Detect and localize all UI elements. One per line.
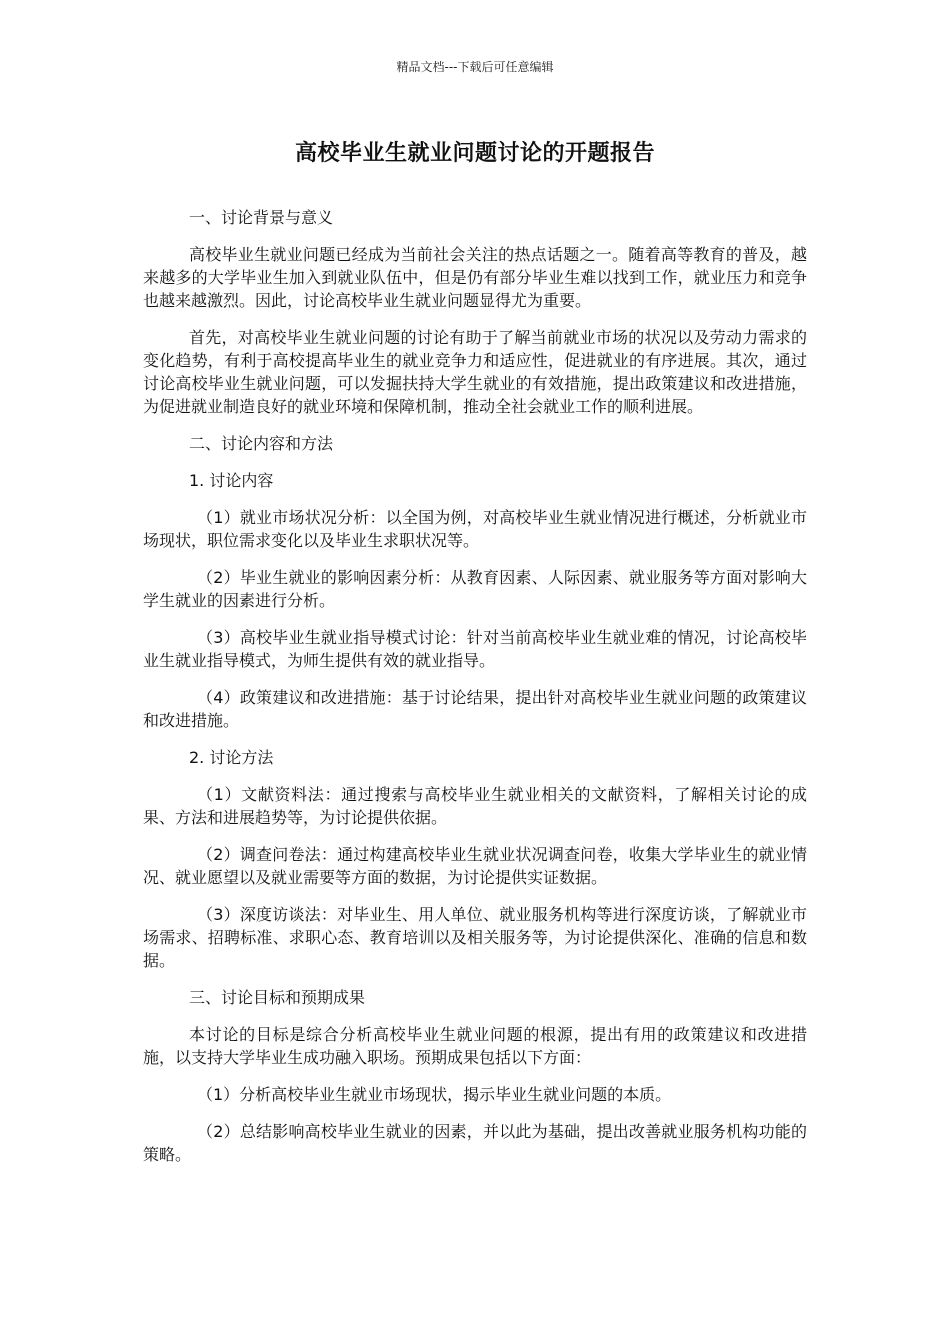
list-item-outcome-1: （1）分析高校毕业生就业市场现状，揭示毕业生就业问题的本质。 bbox=[197, 1085, 672, 1104]
paragraph-goals: 本讨论的目标是综合分析高校毕业生就业问题的根源，提出有用的政策建议和改进措施，以支持大学毕业生成功融入职场。预期成果包括以下方面： bbox=[143, 1025, 807, 1067]
list-item-content-4: （4）政策建议和改进措施：基于讨论结果，提出针对高校毕业生就业问题的政策建议和改进措施。 bbox=[143, 688, 807, 730]
paragraph-background-2: 首先，对高校毕业生就业问题的讨论有助于了解当前就业市场的状况以及劳动力需求的变化趋势，有利于高校提高毕业生的就业竞争力和适应性，促进就业的有序进展。其次，通过讨论高校毕业生就业问题，可以发掘扶持大学生就业的有效措施，提出政策建议和改进措施，为促进就业制造良好的就业环境和保障机制，推动全社会就业工作的顺利进展。 bbox=[143, 328, 807, 416]
paragraph-background-1: 高校毕业生就业问题已经成为当前社会关注的热点话题之一。随着高等教育的普及，越来越多的大学毕业生加入到就业队伍中，但是仍有部分毕业生难以找到工作，就业压力和竞争也越来越激烈。因此，讨论高校毕业生就业问题显得尤为重要。 bbox=[143, 245, 807, 310]
section-heading-content-methods: 二、讨论内容和方法 bbox=[189, 434, 334, 453]
subheading-content: 1. 讨论内容 bbox=[189, 471, 274, 490]
header-note: 精品文档---下载后可任意编辑 bbox=[396, 60, 554, 74]
list-item-outcome-2: （2）总结影响高校毕业生就业的因素，并以此为基础，提出改善就业服务机构功能的策略。 bbox=[143, 1122, 807, 1164]
section-heading-background: 一、讨论背景与意义 bbox=[189, 208, 334, 227]
document-body bbox=[143, 206, 807, 1180]
section-heading-goals: 三、讨论目标和预期成果 bbox=[189, 988, 366, 1007]
document-title: 高校毕业生就业问题讨论的开题报告 bbox=[294, 141, 655, 166]
subheading-methods: 2. 讨论方法 bbox=[189, 748, 274, 767]
list-item-content-1: （1）就业市场状况分析：以全国为例，对高校毕业生就业情况进行概述，分析就业市场现状，职位需求变化以及毕业生求职状况等。 bbox=[143, 508, 807, 550]
list-item-content-3: （3）高校毕业生就业指导模式讨论：针对当前高校毕业生就业难的情况，讨论高校毕业生就业指导模式，为师生提供有效的就业指导。 bbox=[143, 628, 807, 670]
list-item-content-2: （2）毕业生就业的影响因素分析：从教育因素、人际因素、就业服务等方面对影响大学生就业的因素进行分析。 bbox=[143, 568, 807, 610]
list-item-method-1: （1）文献资料法：通过搜索与高校毕业生就业相关的文献资料，了解相关讨论的成果、方法和进展趋势等，为讨论提供依据。 bbox=[143, 785, 807, 827]
list-item-method-3: （3）深度访谈法：对毕业生、用人单位、就业服务机构等进行深度访谈，了解就业市场需求、招聘标准、求职心态、教育培训以及相关服务等，为讨论提供深化、准确的信息和数据。 bbox=[143, 905, 807, 970]
list-item-method-2: （2）调查问卷法：通过构建高校毕业生就业状况调查问卷，收集大学毕业生的就业情况、就业愿望以及就业需要等方面的数据，为讨论提供实证数据。 bbox=[143, 845, 807, 887]
